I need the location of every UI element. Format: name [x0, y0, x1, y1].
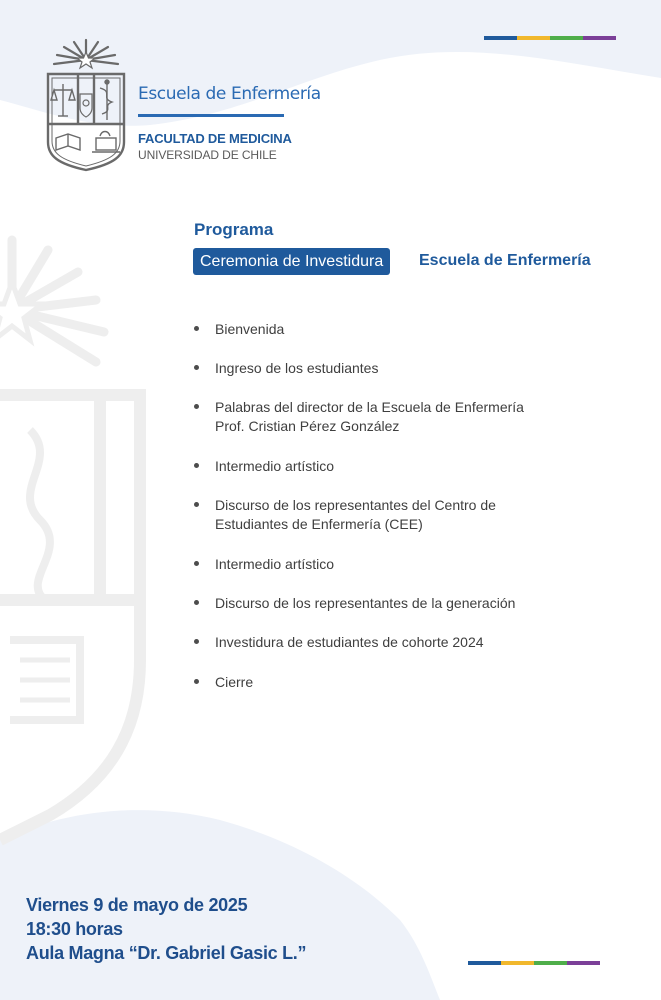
event-time: 18:30 horas	[26, 919, 123, 939]
color-bar-segment	[501, 961, 534, 965]
school-name: Escuela de Enfermería	[138, 84, 321, 104]
program-item-text: Investidura de estudiantes de cohorte 2024	[215, 634, 484, 650]
color-bar-segment	[468, 961, 501, 965]
color-bar-segment	[550, 36, 583, 40]
program-item-text: Bienvenida	[215, 321, 285, 337]
program-item-text: Intermedio artístico	[215, 458, 335, 474]
color-bar-segment	[484, 36, 517, 40]
program-item-text: Discurso de los representantes del Centro de Estudiantes de Enfermería (CEE)	[215, 497, 496, 532]
event-venue: Aula Magna “Dr. Gabriel Gasic L.”	[26, 943, 307, 963]
color-bar-segment	[583, 36, 616, 40]
program-item-text: Cierre	[215, 674, 254, 690]
event-date: Viernes 9 de mayo de 2025	[26, 895, 248, 915]
faculty-name: FACULTAD DE MEDICINA	[138, 131, 292, 146]
school-name-divider	[138, 114, 284, 117]
program-item-text: Intermedio artístico	[215, 556, 335, 572]
ceremony-school-name: Escuela de Enfermería	[419, 252, 591, 269]
color-bar-segment	[534, 961, 567, 965]
university-crest-icon	[44, 38, 128, 172]
color-bar-top	[484, 36, 616, 40]
program-item-text: Ingreso de los estudiantes	[215, 360, 379, 376]
university-name: UNIVERSIDAD DE CHILE	[138, 148, 277, 162]
program-item-text: Discurso de los representantes de la generación	[215, 595, 516, 611]
ceremony-title-badge: Ceremonia de Investidura	[193, 248, 390, 275]
color-bar-segment	[567, 961, 600, 965]
program-item-text: Palabras del director de la Escuela de Enfermería Prof. Cristian Pérez González	[215, 399, 524, 434]
program-heading: Programa	[194, 220, 274, 239]
color-bar-bottom	[468, 961, 600, 965]
color-bar-segment	[517, 36, 550, 40]
event-info	[26, 893, 306, 965]
